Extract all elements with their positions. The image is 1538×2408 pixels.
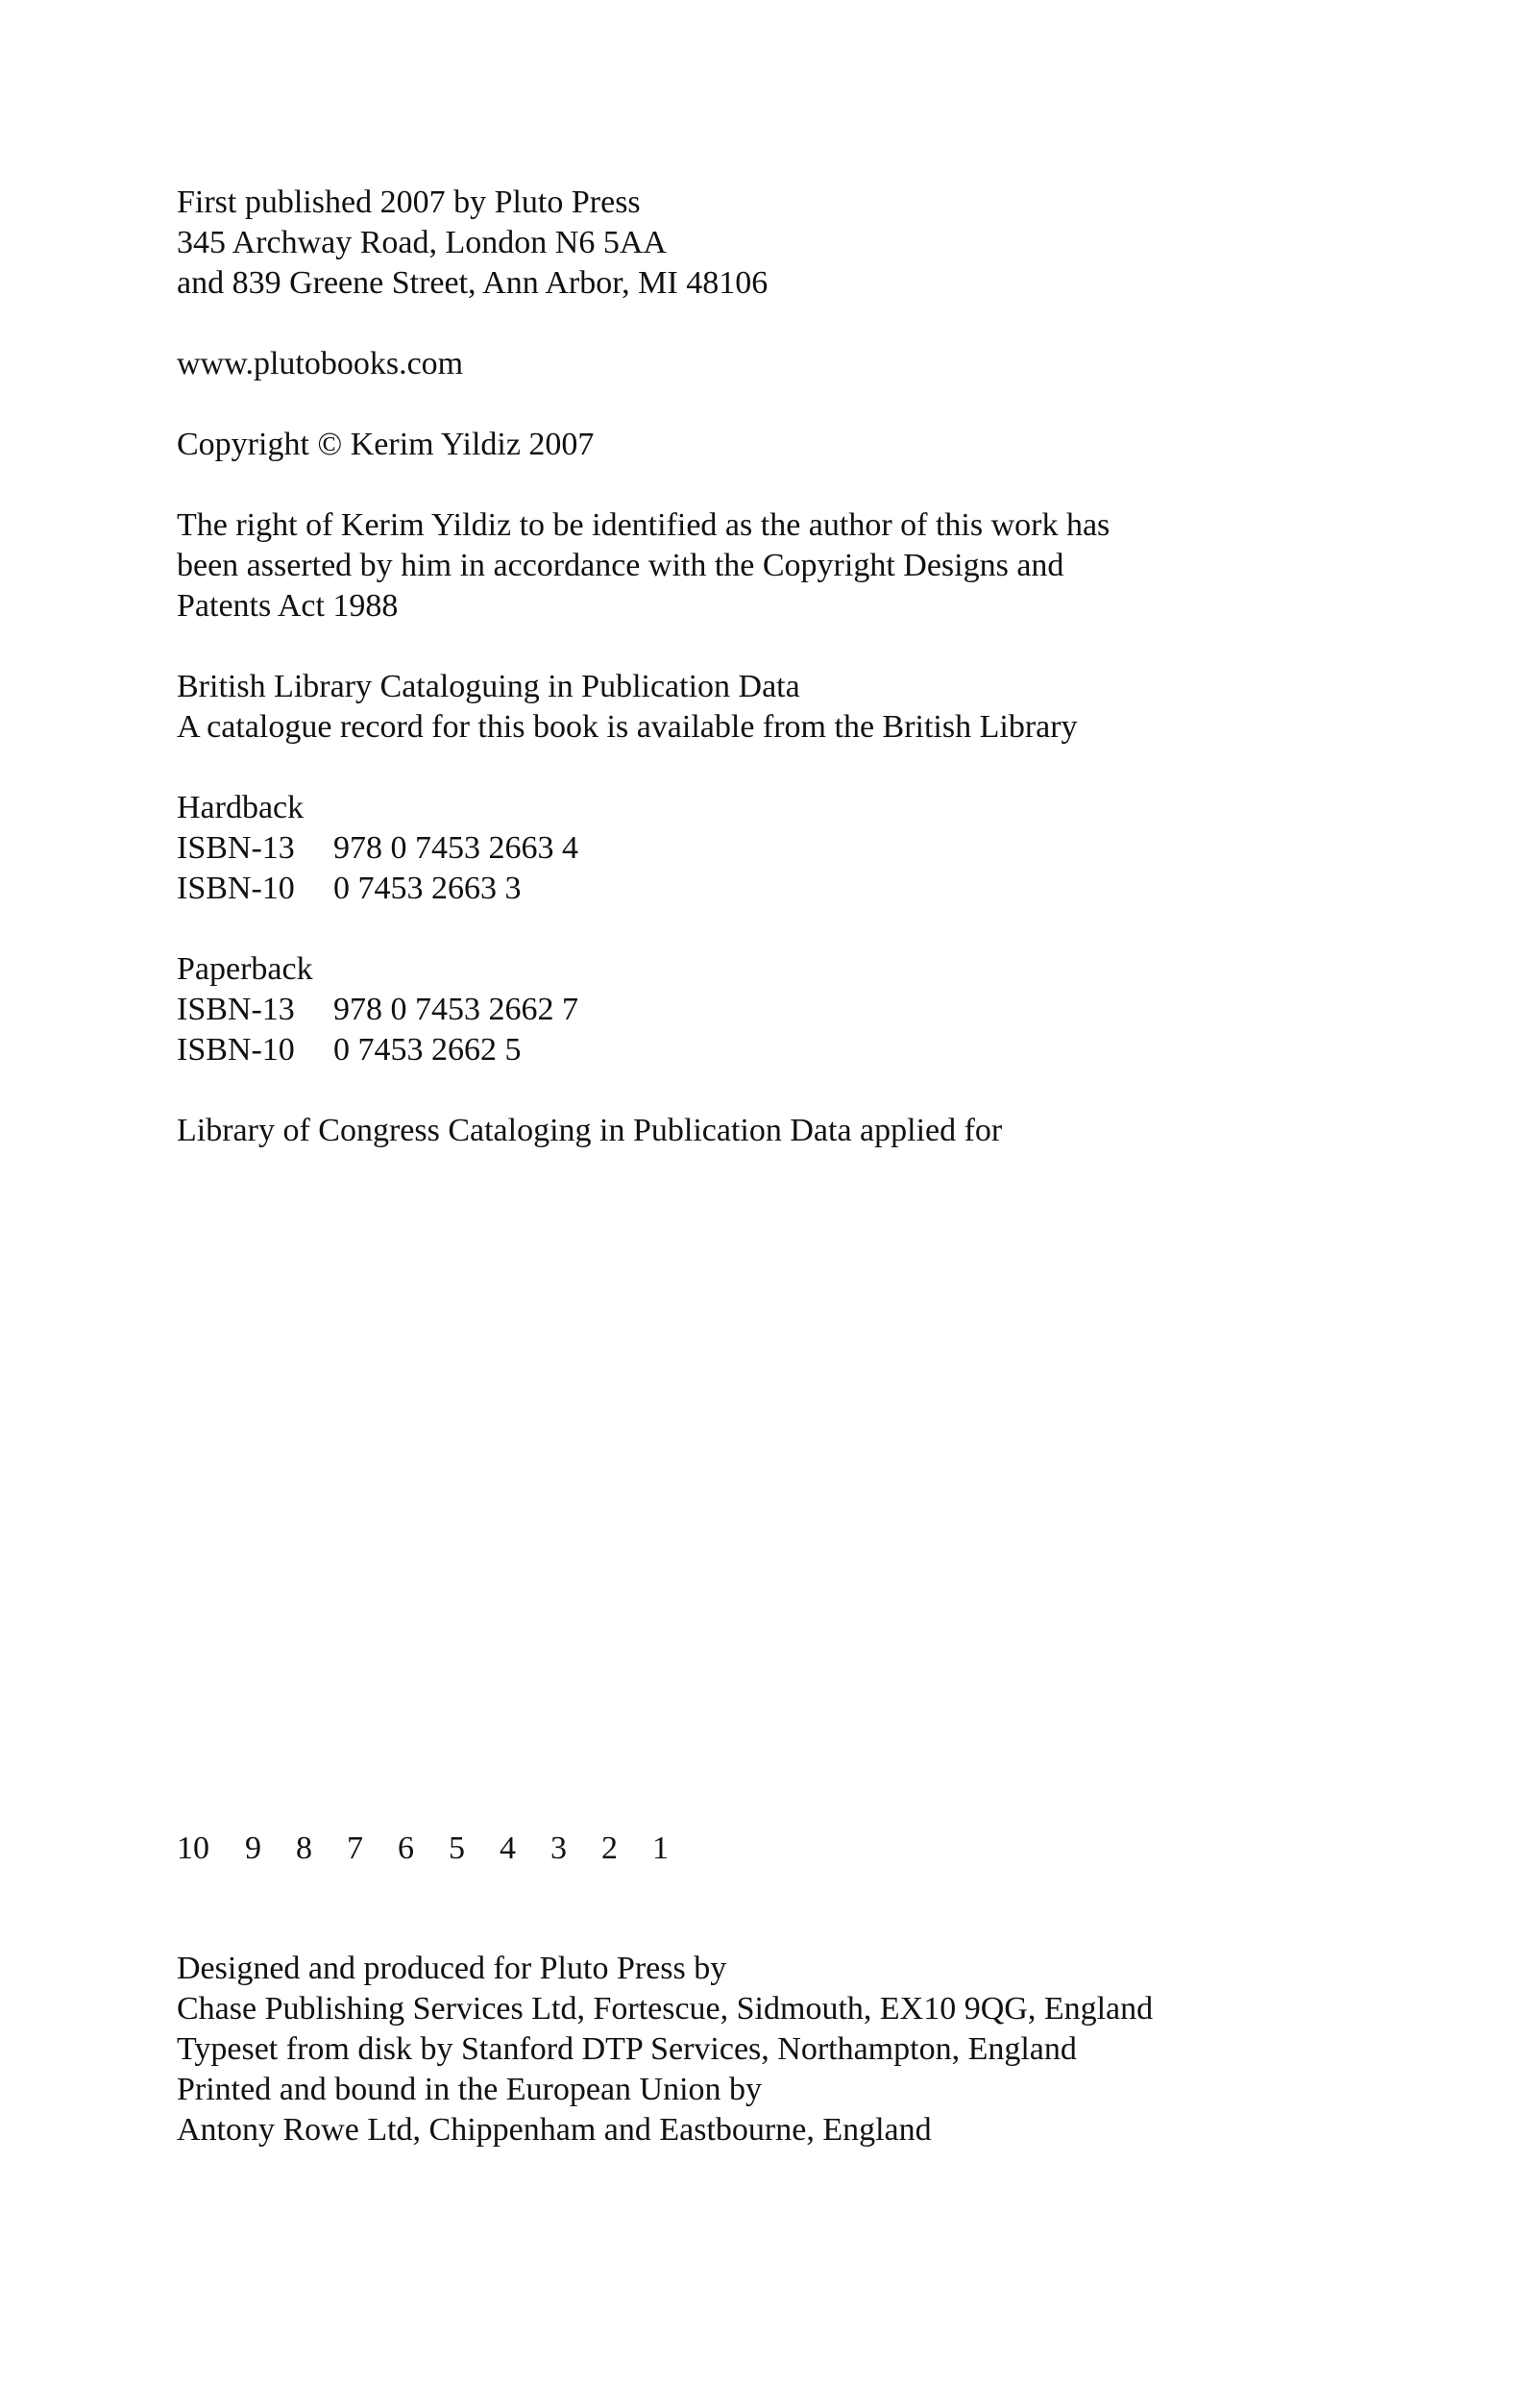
credits-line-4: Printed and bound in the European Union by <box>177 2072 763 2107</box>
credits-line-2: Chase Publishing Services Ltd, Fortescue, Sidmouth, EX10 9QG, England <box>177 1991 1154 2027</box>
paperback-isbn13-row <box>177 990 1387 1030</box>
library-of-congress-line: Library of Congress Cataloging in Publication Data applied for <box>177 1113 1003 1148</box>
spacer <box>177 627 1387 667</box>
credits-line-1: Designed and produced for Pluto Press by <box>177 1951 727 1986</box>
printer-key-number: 3 <box>550 1831 567 1866</box>
printer-key-number: 5 <box>449 1831 465 1866</box>
paperback-heading: Paperback <box>177 951 313 987</box>
spacer <box>177 465 1387 505</box>
hardback-isbn10-row <box>177 869 1387 909</box>
copyright-notice: Copyright © Kerim Yildiz 2007 <box>177 427 595 462</box>
printer-key-number: 8 <box>296 1831 312 1866</box>
hardback-heading: Hardback <box>177 790 305 825</box>
credits-line-5: Antony Rowe Ltd, Chippenham and Eastbourne, England <box>177 2112 932 2148</box>
spacer <box>177 304 1387 344</box>
british-library-line-1: British Library Cataloguing in Publication Data <box>177 669 800 704</box>
printer-key-number: 4 <box>500 1831 516 1866</box>
rights-line-2: been asserted by him in accordance with the Copyright Designs and <box>177 548 1064 583</box>
printer-key-number: 9 <box>245 1831 261 1866</box>
isbn-value: 978 0 7453 2662 7 <box>333 992 578 1027</box>
isbn-label: ISBN-13 <box>177 992 295 1027</box>
rights-line-3: Patents Act 1988 <box>177 588 399 624</box>
isbn-value: 978 0 7453 2663 4 <box>333 830 578 866</box>
credits-line-3: Typeset from disk by Stanford DTP Services, Northampton, England <box>177 2031 1077 2067</box>
printer-key-line <box>177 1829 703 1869</box>
production-credits <box>177 1949 1426 2150</box>
printer-key-number: 10 <box>177 1831 209 1866</box>
printer-key-number: 6 <box>398 1831 414 1866</box>
isbn-value: 0 7453 2663 3 <box>333 871 522 906</box>
publisher-line-3: and 839 Greene Street, Ann Arbor, MI 48106 <box>177 265 769 301</box>
isbn-value: 0 7453 2662 5 <box>333 1032 522 1068</box>
british-library-line-2: A catalogue record for this book is available from the British Library <box>177 709 1078 745</box>
rights-line-1: The right of Kerim Yildiz to be identified as the author of this work has <box>177 507 1111 543</box>
spacer <box>177 909 1387 949</box>
printer-key-number: 7 <box>347 1831 363 1866</box>
publisher-line-2: 345 Archway Road, London N6 5AA <box>177 225 667 260</box>
isbn-label: ISBN-10 <box>177 871 295 906</box>
isbn-label: ISBN-13 <box>177 830 295 866</box>
hardback-isbn13-row <box>177 828 1387 869</box>
printer-key-number: 1 <box>652 1831 669 1866</box>
paperback-isbn10-row <box>177 1030 1387 1070</box>
publisher-line-1: First published 2007 by Pluto Press <box>177 184 641 220</box>
spacer <box>177 748 1387 788</box>
spacer <box>177 384 1387 425</box>
copyright-page-main <box>177 183 1387 1151</box>
publisher-website: www.plutobooks.com <box>177 346 464 381</box>
isbn-label: ISBN-10 <box>177 1032 295 1068</box>
printer-key-number: 2 <box>601 1831 618 1866</box>
spacer <box>177 1070 1387 1111</box>
